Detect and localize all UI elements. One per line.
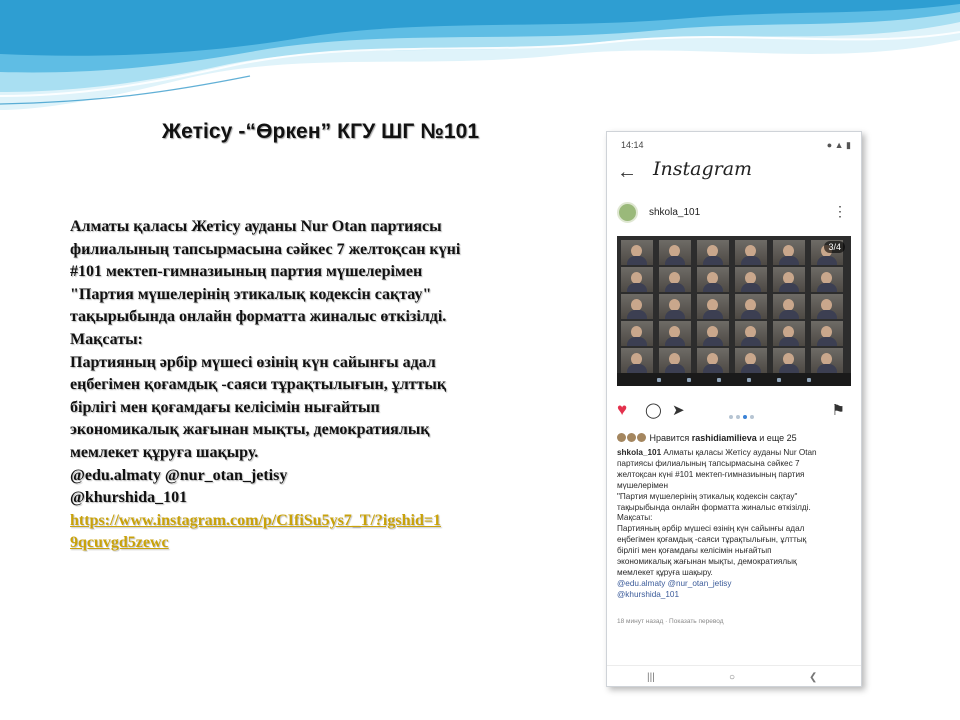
caption-line: тақырыбында онлайн форматта жиналыс өткізілді. — [617, 502, 811, 512]
comment-icon[interactable]: ◯ — [645, 402, 662, 419]
video-tile — [659, 240, 691, 265]
app-title: Instagram — [653, 158, 753, 180]
status-time: 14:14 — [621, 140, 644, 150]
video-tile — [621, 240, 653, 265]
caption-line: желтоқсан күні #101 мектеп-гимназиының партия — [617, 469, 805, 479]
video-tile — [735, 294, 767, 319]
video-tile — [773, 294, 805, 319]
post-text-line: мемлекет құруға шақыру. — [70, 443, 259, 461]
post-text-line: экономикалық жағынан мықты, демократиялық — [70, 421, 430, 439]
instagram-link[interactable]: https://www.instagram.com/p/CIfiSu5ys7_T/?igshid=1 — [70, 511, 441, 529]
liker-avatar — [637, 433, 646, 442]
post-text-line: #101 мектеп-гимназиының партия мүшелерімен — [70, 263, 423, 281]
likes-prefix: Нравится — [649, 433, 692, 443]
video-tile — [773, 267, 805, 292]
avatar[interactable] — [617, 202, 638, 223]
video-tile — [697, 294, 729, 319]
caption-line: Мақсаты: — [617, 513, 653, 523]
liker-avatar — [617, 433, 626, 442]
likes-suffix[interactable]: и еще 25 — [756, 433, 797, 443]
hashtag-line: @khurshida_101 — [70, 489, 188, 507]
caption-tag[interactable]: @khurshida_101 — [617, 589, 680, 599]
video-tile — [621, 321, 653, 346]
page-title: Жетісу -“Өркен” КГУ ШГ №101 — [162, 120, 480, 143]
zoom-toolbar — [617, 373, 851, 386]
post-meta: 18 минут назад · Показать перевод — [617, 618, 724, 625]
hashtag-line: @edu.almaty @nur_otan_jetisy — [70, 466, 288, 484]
carousel-dots — [729, 406, 757, 424]
post-text-line: Алматы қаласы Жетісу ауданы Nur Otan партиясы — [70, 218, 442, 235]
like-heart-icon[interactable]: ♥ — [617, 400, 628, 419]
likes-user[interactable]: rashidiamilieva — [691, 433, 757, 443]
video-tile — [697, 240, 729, 265]
caption-user[interactable]: shkola_101 — [617, 448, 662, 457]
video-tile — [811, 348, 843, 373]
caption-line: "Партия мүшелерінің этикалық кодексін сақтау" — [617, 491, 798, 501]
video-tile — [659, 294, 691, 319]
liker-avatar — [627, 433, 636, 442]
post-text-line: еңбегімен қоғамдық -саяси тұрақтылығын, ұлттық — [70, 376, 447, 394]
status-bar — [621, 140, 851, 152]
caption-line: экономикалық жағынан мықты, демократиялық — [617, 557, 797, 567]
video-tile — [773, 321, 805, 346]
caption-line: мемлекет құруға шақыру. — [617, 567, 713, 577]
home-icon[interactable]: ○ — [729, 672, 736, 683]
video-tile — [697, 348, 729, 373]
video-tile — [621, 267, 653, 292]
instagram-screenshot — [606, 131, 862, 687]
video-tile — [773, 240, 805, 265]
post-text-line: Мақсаты: — [70, 330, 143, 348]
post-photo[interactable] — [617, 236, 851, 386]
video-tile — [735, 267, 767, 292]
photo-counter: 3/4 — [824, 241, 845, 253]
video-tile — [811, 267, 843, 292]
likes-line — [617, 433, 851, 443]
video-tile — [659, 321, 691, 346]
header-wave-decoration — [0, 0, 960, 130]
post-header — [617, 202, 851, 226]
instagram-link[interactable]: 9qcuvgd5zewc — [70, 534, 169, 552]
video-tile — [735, 321, 767, 346]
post-text — [70, 216, 520, 555]
android-back-icon[interactable]: ❮ — [809, 672, 818, 683]
send-icon[interactable]: ➤ — [672, 402, 685, 419]
video-tile — [697, 321, 729, 346]
caption-line: Партияның әрбір мүшесі өзінің күн сайынғы адал — [617, 524, 805, 534]
video-tile — [811, 294, 843, 319]
post-text-line: филиалының тапсырмасына сәйкес 7 желтоқсан күні — [70, 240, 461, 258]
post-text-line: тақырыбында онлайн форматта жиналыс өткізілді. — [70, 308, 447, 326]
recent-apps-icon[interactable]: ||| — [647, 672, 655, 683]
video-tile — [659, 348, 691, 373]
caption-line: мүшелерімен — [617, 480, 668, 490]
caption-tag[interactable]: @edu.almaty @nur_otan_jetisy — [617, 578, 732, 588]
video-tile — [621, 348, 653, 373]
post-text-line: Партияның әрбір мүшесі өзінің күн сайынғы адал — [70, 353, 436, 371]
video-tile — [659, 267, 691, 292]
video-tile — [735, 240, 767, 265]
more-options-icon[interactable]: ⋮ — [833, 203, 847, 219]
caption-line: бірлігі мен қоғамдағы келісімін нығайтып — [617, 546, 772, 556]
video-tile — [735, 348, 767, 373]
post-caption — [617, 448, 857, 601]
video-tile — [697, 267, 729, 292]
video-tile — [811, 321, 843, 346]
caption-line: партиясы филиалының тапсырмасына сәйкес 7 — [617, 458, 800, 468]
account-name[interactable]: shkola_101 — [649, 207, 701, 218]
back-arrow-icon[interactable]: ← — [617, 161, 637, 183]
post-actions — [617, 402, 851, 422]
signal-battery-icon: ● ▲ ▮ — [826, 140, 851, 150]
bookmark-icon[interactable]: ⚑ — [831, 402, 845, 419]
post-text-line: "Партия мүшелерінің этикалық кодексін сақтау" — [70, 285, 432, 303]
post-text-line: бірлігі мен қоғамдағы келісімін нығайтып — [70, 398, 380, 416]
android-nav-bar — [607, 665, 861, 686]
video-tile — [621, 294, 653, 319]
caption-line: еңбегімен қоғамдық -саяси тұрақтылығын, ұлттық — [617, 535, 807, 545]
video-tile — [773, 348, 805, 373]
caption-line: Алматы қаласы Жетісу ауданы Nur Otan — [661, 448, 817, 457]
